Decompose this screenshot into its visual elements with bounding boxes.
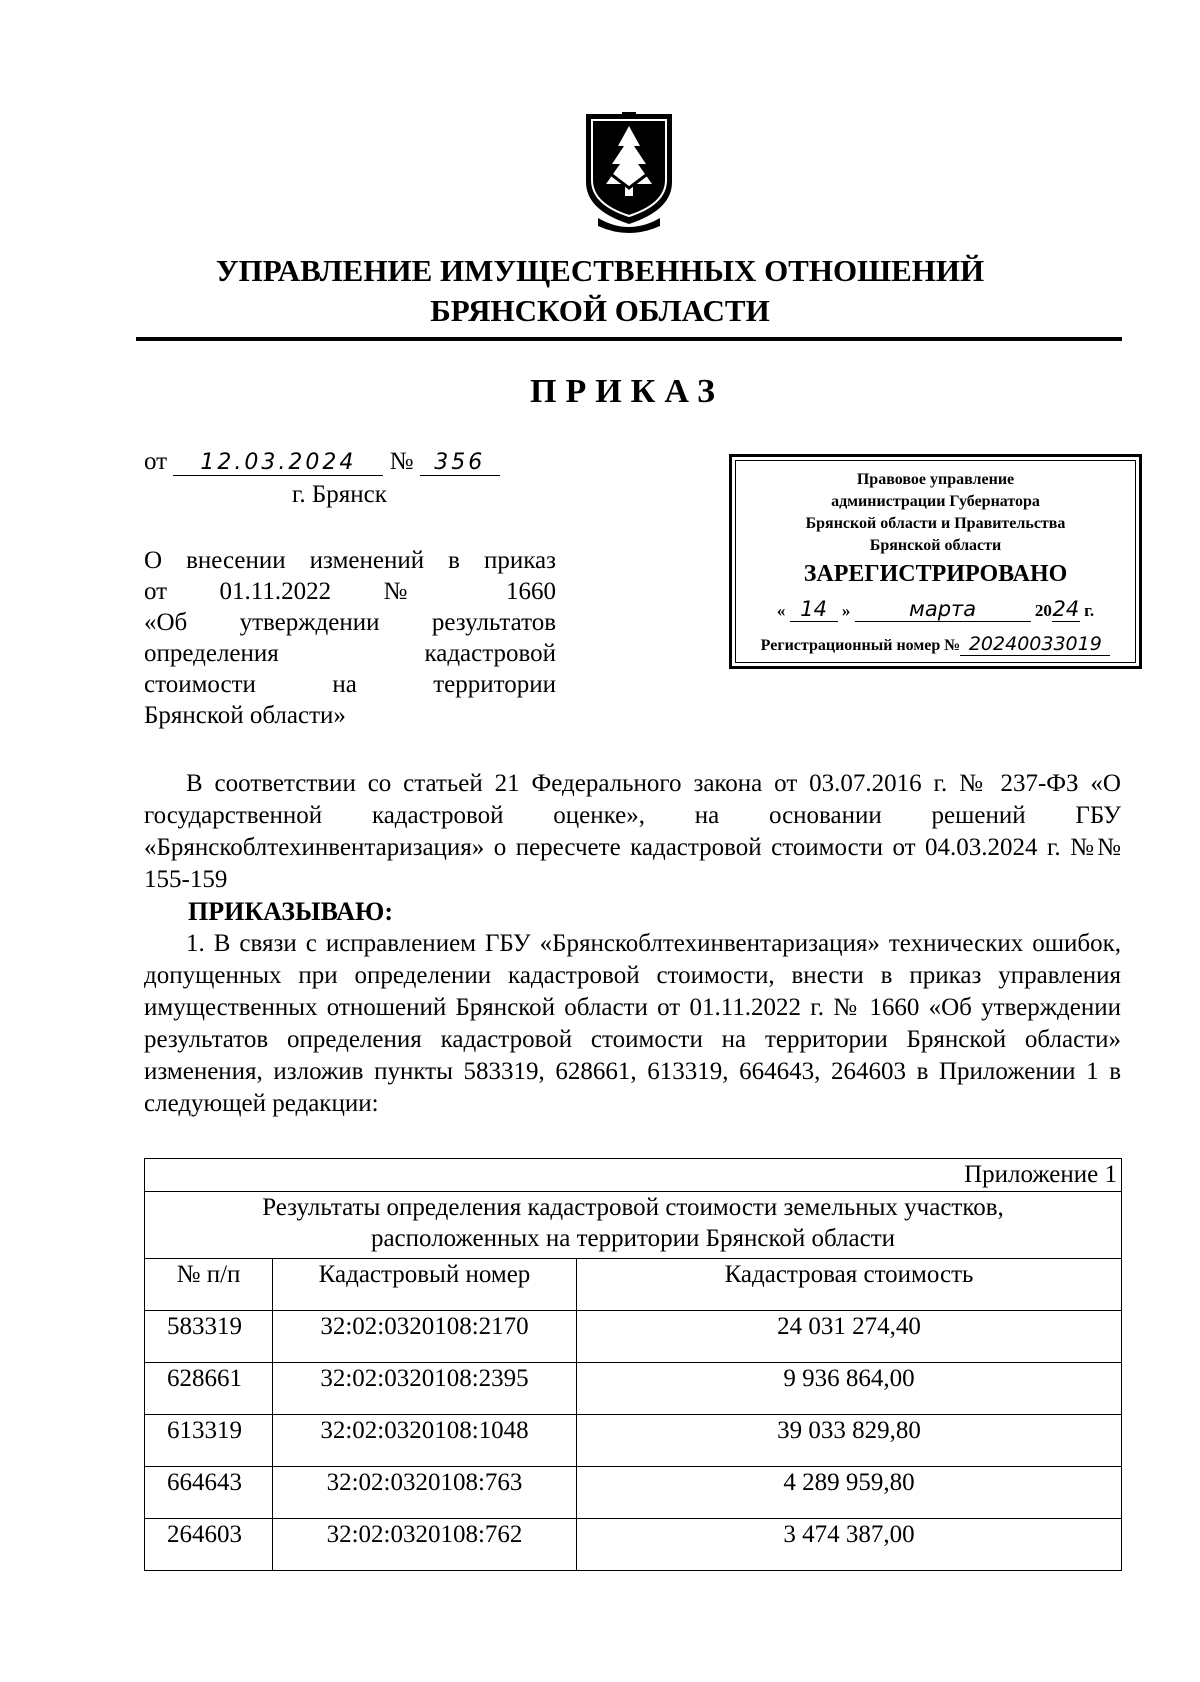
stamp-line: администрации Губернатора — [831, 493, 1040, 510]
from-label: от — [144, 448, 168, 475]
header-cell: № п/п — [145, 1259, 273, 1311]
table-row — [145, 1415, 1122, 1467]
subject-line: стоимости на территории — [144, 671, 556, 698]
table-row — [145, 1467, 1122, 1519]
appendix-label: Приложение 1 — [145, 1159, 1122, 1192]
caption-line-1: Результаты определения кадастровой стоимости земельных участков, — [262, 1194, 1004, 1221]
stamp-year-label: г. — [1084, 601, 1095, 620]
stamp-year-prefix: 20 — [1034, 601, 1052, 620]
order-item-1 — [144, 928, 1121, 1120]
org-name-line1: УПРАВЛЕНИЕ ИМУЩЕСТВЕННЫХ ОТНОШЕНИЙ — [215, 253, 985, 288]
city: г. Брянск — [292, 481, 387, 508]
subject-line: «Об утверждении результатов — [144, 609, 556, 636]
cadastral-value: 4 289 959,80 — [577, 1467, 1122, 1519]
header-divider — [136, 337, 1122, 341]
stamp-reg-row — [744, 633, 1127, 656]
org-name-line2: БРЯНСКОЙ ОБЛАСТИ — [430, 293, 770, 328]
order-date-number — [144, 447, 500, 477]
item-1-text: 1. В связи с исправлением ГБУ «Брянскоблтехинвентаризация» технических ошибок, допущенных при определении кадастровой стоимости, внести в приказ управления имущественных отношений Брянской области от 01.11.2022 г. № 1660 «Об утверждении результатов определения кадастровой стоимости на территории Брянской области» изменения, изложив пункты 583319, 628661, 613319, 664643, 264603 в Приложении 1 в следующей редакции: — [144, 930, 1121, 1117]
stamp-line: Правовое управление — [856, 471, 1015, 488]
cadastral-number: 32:02:0320108:2395 — [273, 1363, 577, 1415]
table-row — [145, 1311, 1122, 1363]
document-title: ПРИКАЗ — [530, 373, 724, 410]
registration-stamp — [729, 454, 1142, 669]
stamp-line: Брянской области — [869, 537, 1002, 554]
cadastral-value: 9 936 864,00 — [577, 1363, 1122, 1415]
order-number: 356 — [420, 451, 500, 476]
stamp-quote-close: » — [841, 601, 851, 620]
row-number: 628661 — [145, 1363, 273, 1415]
cadastral-table — [144, 1158, 1122, 1571]
stamp-reg-number: 20240033019 — [960, 633, 1110, 656]
cadastral-number: 32:02:0320108:762 — [273, 1519, 577, 1571]
caption-line-2: расположенных на территории Брянской области — [370, 1225, 896, 1252]
subject-line: О внесении изменений в приказ — [144, 547, 556, 574]
cadastral-number: 32:02:0320108:763 — [273, 1467, 577, 1519]
stamp-month: марта — [855, 597, 1031, 622]
subject-line: от 01.11.2022 № 1660 — [144, 578, 556, 605]
cadastral-value: 24 031 274,40 — [577, 1311, 1122, 1363]
header-cell: Кадастровый номер — [273, 1259, 577, 1311]
row-number: 583319 — [145, 1311, 273, 1363]
coat-of-arms-icon — [578, 108, 680, 236]
table-row — [145, 1519, 1122, 1571]
table-caption — [145, 1192, 1122, 1259]
stamp-quote-open: « — [776, 601, 786, 620]
stamp-date-row — [744, 597, 1127, 622]
header-cell: Кадастровая стоимость — [577, 1259, 1122, 1311]
subject-line: определения кадастровой — [144, 640, 556, 667]
order-subject — [144, 545, 556, 731]
subject-line: Брянской области» — [144, 702, 346, 729]
preamble-text: В соответствии со статьей 21 Федерального закона от 03.07.2016 г. № 237-ФЗ «О государственной кадастровой оценке», на основании решений ГБУ «Брянскоблтехинвентаризация» о пересчете кадастровой стоимости от 04.03.2024 г. №№ 155-159 — [144, 770, 1121, 893]
preamble — [144, 768, 1121, 896]
stamp-line: Брянской области и Правительства — [805, 515, 1066, 532]
stamp-year: 24 — [1052, 597, 1080, 621]
row-number: 264603 — [145, 1519, 273, 1571]
cadastral-value: 3 474 387,00 — [577, 1519, 1122, 1571]
order-word: ПРИКАЗЫВАЮ: — [188, 897, 393, 926]
stamp-registered: ЗАРЕГИСТРИРОВАНО — [803, 561, 1068, 587]
cadastral-number: 32:02:0320108:2170 — [273, 1311, 577, 1363]
table-row — [145, 1363, 1122, 1415]
order-date: 12.03.2024 — [173, 451, 383, 476]
row-number: 613319 — [145, 1415, 273, 1467]
stamp-reg-label: Регистрационный номер № — [760, 637, 961, 654]
stamp-day: 14 — [790, 597, 838, 622]
cadastral-number: 32:02:0320108:1048 — [273, 1415, 577, 1467]
number-label: № — [389, 448, 414, 475]
row-number: 664643 — [145, 1467, 273, 1519]
cadastral-value: 39 033 829,80 — [577, 1415, 1122, 1467]
